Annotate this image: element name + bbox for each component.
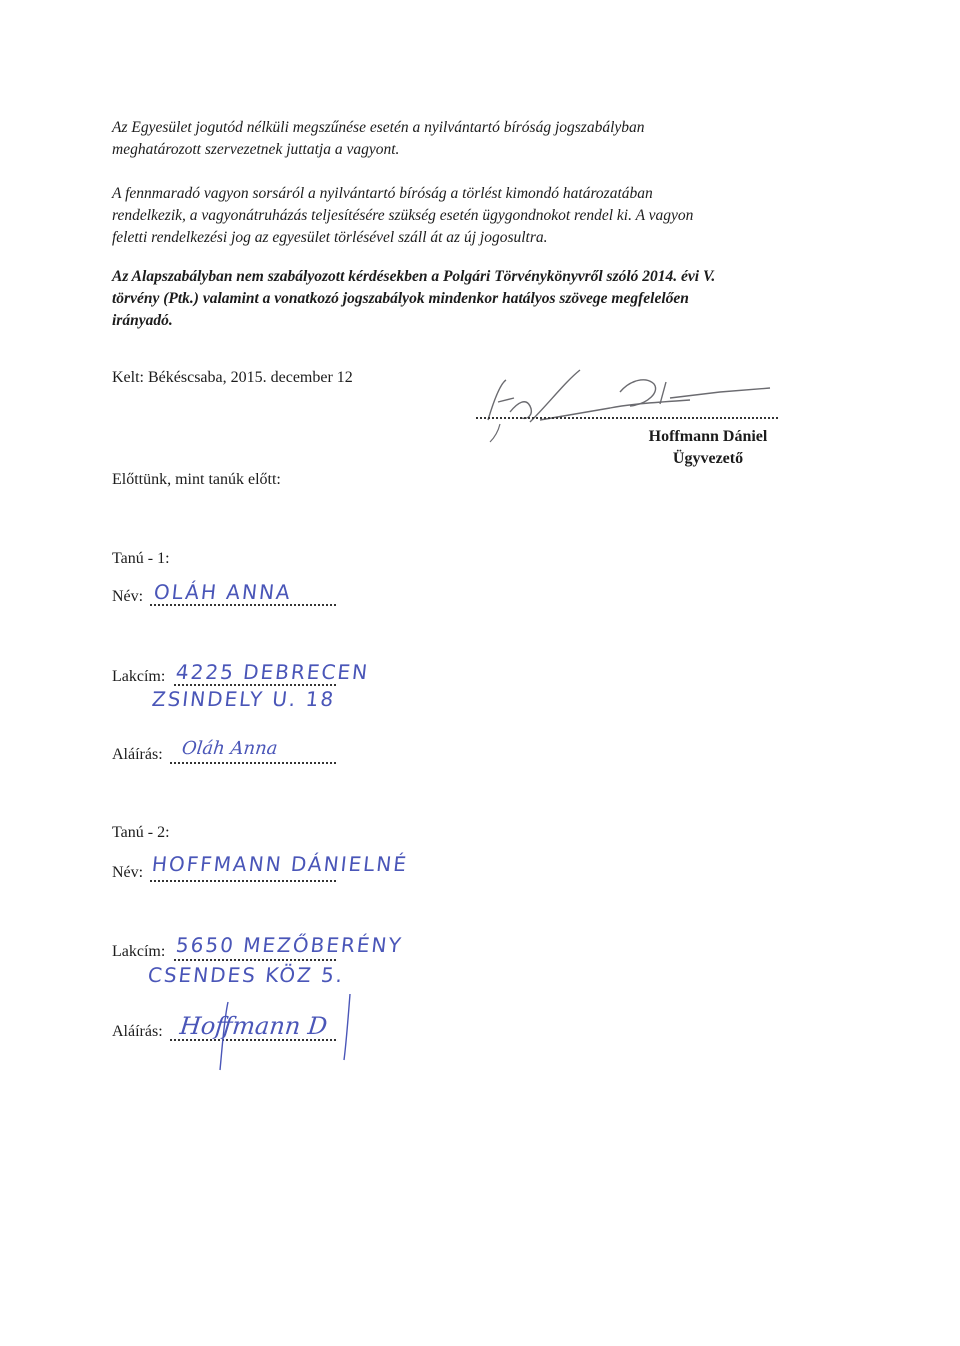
text-line: Az Alapszabályban nem szabályozott kérdésekben a Polgári Törvénykönyvről szóló 2014. évi V.	[112, 268, 716, 285]
text-line: irányadó.	[112, 312, 173, 329]
witness-1-name-line	[150, 604, 336, 606]
witness-1-address-label: Lakcím:	[112, 668, 166, 685]
witness-2-address-handwritten-2: CSENDES KÖZ 5.	[146, 963, 346, 987]
witness-2-heading: Tanú - 2:	[112, 824, 170, 841]
text-line: Az Egyesület jogutód nélküli megszűnése esetén a nyilvántartó bíróság jogszabályban	[112, 119, 645, 136]
date-line: Kelt: Békéscsaba, 2015. december 12	[112, 369, 353, 386]
witness-2-name-handwritten: HOFFMANN DÁNIELNÉ	[150, 852, 410, 876]
witness-2-signature-label: Aláírás:	[112, 1023, 163, 1040]
witness-1-signature-handwritten: Oláh Anna	[180, 738, 279, 759]
signatory-name: Hoffmann Dániel	[648, 428, 768, 445]
witness-1-name-label: Név:	[112, 588, 144, 605]
witness-2-address-handwritten-1: 5650 MEZŐBERÉNY	[174, 933, 404, 957]
text-line: meghatározott szervezetnek juttatja a vagyont.	[112, 141, 400, 158]
witness-1-heading: Tanú - 1:	[112, 550, 170, 567]
text-line: feletti rendelkezési jog az egyesület törlésével száll át az új jogosultra.	[112, 229, 548, 246]
signature-dotted-line	[476, 417, 778, 419]
paragraph-governing-law	[112, 266, 812, 332]
paragraph-dissolution	[112, 117, 812, 161]
text-line: törvény (Ptk.) valamint a vonatkozó jogszabályok mindenkor hatályos szövege megfelelően	[112, 290, 689, 307]
witness-1-name-handwritten: OLÁH ANNA	[152, 580, 293, 604]
paragraph-remaining-assets	[112, 183, 812, 249]
witness-2-address-line	[174, 959, 336, 961]
text-line: A fennmaradó vagyon sorsáról a nyilvántartó bíróság a törlést kimondó határozatában	[112, 185, 653, 202]
witness-1-signature-line	[170, 762, 336, 764]
witness-2-name-line	[150, 880, 336, 882]
signatory-title: Ügyvezető	[672, 450, 744, 467]
witnesses-intro: Előttünk, mint tanúk előtt:	[112, 471, 281, 488]
text-line: rendelkezik, a vagyonátruházás teljesítésére szükség esetén ügygondnokot rendel ki. A vagyon	[112, 207, 694, 224]
witness-1-signature-label: Aláírás:	[112, 746, 163, 763]
witness-1-address-handwritten-2: ZSINDELY U. 18	[150, 687, 337, 711]
witness-2-address-label: Lakcím:	[112, 943, 166, 960]
witness-1-address-line	[174, 684, 336, 686]
witness-2-signature-handwritten: Hoffmann D	[178, 1012, 329, 1040]
witness-1-address-handwritten-1: 4225 DEBRECEN	[174, 660, 371, 684]
witness-2-name-label: Név:	[112, 864, 144, 881]
witness-2-signature-strokes	[170, 990, 360, 1080]
